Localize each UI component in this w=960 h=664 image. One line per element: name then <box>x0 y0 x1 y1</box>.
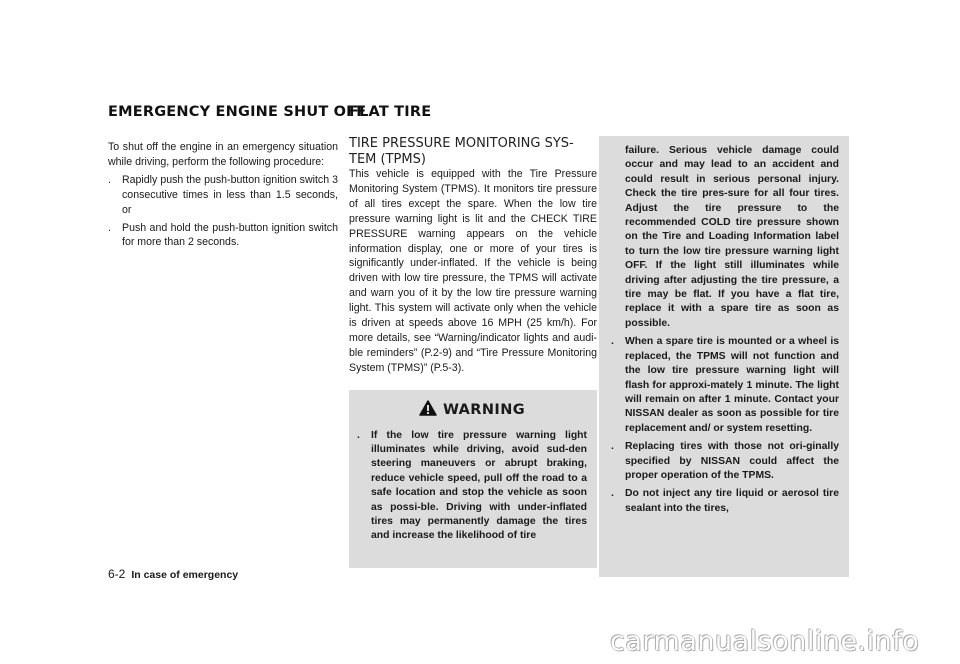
bullet-marker: . <box>611 336 614 348</box>
warning-text: When a spare tire is mounted or a wheel is replaced, the TPMS will not function and the low tire pressure warning light will flash for approxi-mately 1 minute. The light will remain on after 1 minute. Contact your NISSAN dealer as soon as possible for tire replacement and/ or system resetting. <box>625 336 839 434</box>
bullet-marker: . <box>108 221 111 234</box>
intro-paragraph: To shut off the engine in an emergency situation while driving, perform the following procedure: <box>108 141 338 168</box>
warning-header <box>357 400 587 421</box>
column-tpms <box>349 136 597 568</box>
warning-title: WARNING <box>442 401 526 418</box>
tpms-subheading: TIRE PRESSURE MONITORING SYS-TEM (TPMS) <box>349 136 574 167</box>
column-emergency-shutoff <box>108 140 338 250</box>
warning-list-item <box>611 487 839 516</box>
bullet-marker: . <box>611 488 614 500</box>
warning-triangle-icon <box>419 400 437 421</box>
list-item-text: Push and hold the push-button ignition switch for more than 2 seconds. <box>122 221 338 249</box>
warning-list-item <box>611 440 839 483</box>
heading-emergency-engine-shut-off: EMERGENCY ENGINE SHUT OFF <box>108 104 367 120</box>
page-number: 6-2 <box>108 567 126 581</box>
warning-list-item <box>357 429 587 544</box>
warning-text: Do not inject any tire liquid or aerosol tire sealant into the tires, <box>625 488 839 514</box>
bullet-marker: . <box>357 429 360 441</box>
warning-list-item <box>611 335 839 436</box>
bullet-marker: . <box>108 173 111 186</box>
tpms-body-paragraph: This vehicle is equipped with the Tire Pressure Monitoring System (TPMS). It monitors tire pressure of all tires except the spare. When the low tire pressure warning light is lit and the CHECK TIRE PRESSURE warning appears on the vehicle information display, one or more of your tires is significantly under-inflated. If the vehicle is being driven with low tire pressure, the TPMS will activate and warn you of it by the low tire pressure warning light. This system will activate only when the vehicle is driven at speeds above 16 MPH (25 km/h). For more details, see “Warning/indicator lights and audi-ble reminders” (P.2-9) and “Tire Pressure Monitoring System (TPMS)” (P.5-3). <box>349 168 597 374</box>
list-item <box>108 173 338 218</box>
warning-continuation-text: failure. Serious vehicle damage could occur and may lead to an accident and could result in serious personal injury. Check the tire pres-sure for all four tires. Adjust the tire pressure to the recommended COLD tire pressure shown on the Tire and Loading Information label to turn the low tire pressure warning light OFF. If the light still illuminates while driving after adjusting the tire pressure, a tire may be flat. If you have a flat tire, replace it with a spare tire as soon as possible. <box>625 145 839 329</box>
watermark: carmanualsonline.info <box>610 626 920 657</box>
page-footer <box>108 567 238 581</box>
list-item-text: Rapidly push the push-button ignition switch 3 consecutive times in less than 1.5 seconds, or <box>122 173 338 216</box>
column-warning-continued <box>599 136 849 577</box>
warning-continuation <box>611 144 839 516</box>
list-item <box>108 221 338 251</box>
warning-text: If the low tire pressure warning light illuminates while driving, avoid sud-den steering maneuvers or abrupt braking, reduce vehicle speed, pull off the road to a safe location and stop the vehicle as soon as possi-ble. Driving with under-inflated tires may permanently damage the tires and increase the likelihood of tire <box>371 429 587 542</box>
bullet-marker: . <box>611 441 614 453</box>
warning-box <box>349 390 597 568</box>
warning-text: Replacing tires with those not ori-ginally specified by NISSAN could affect the proper operation of the TPMS. <box>625 441 839 481</box>
heading-flat-tire: FLAT TIRE <box>349 104 432 120</box>
section-name: In case of emergency <box>131 569 239 581</box>
